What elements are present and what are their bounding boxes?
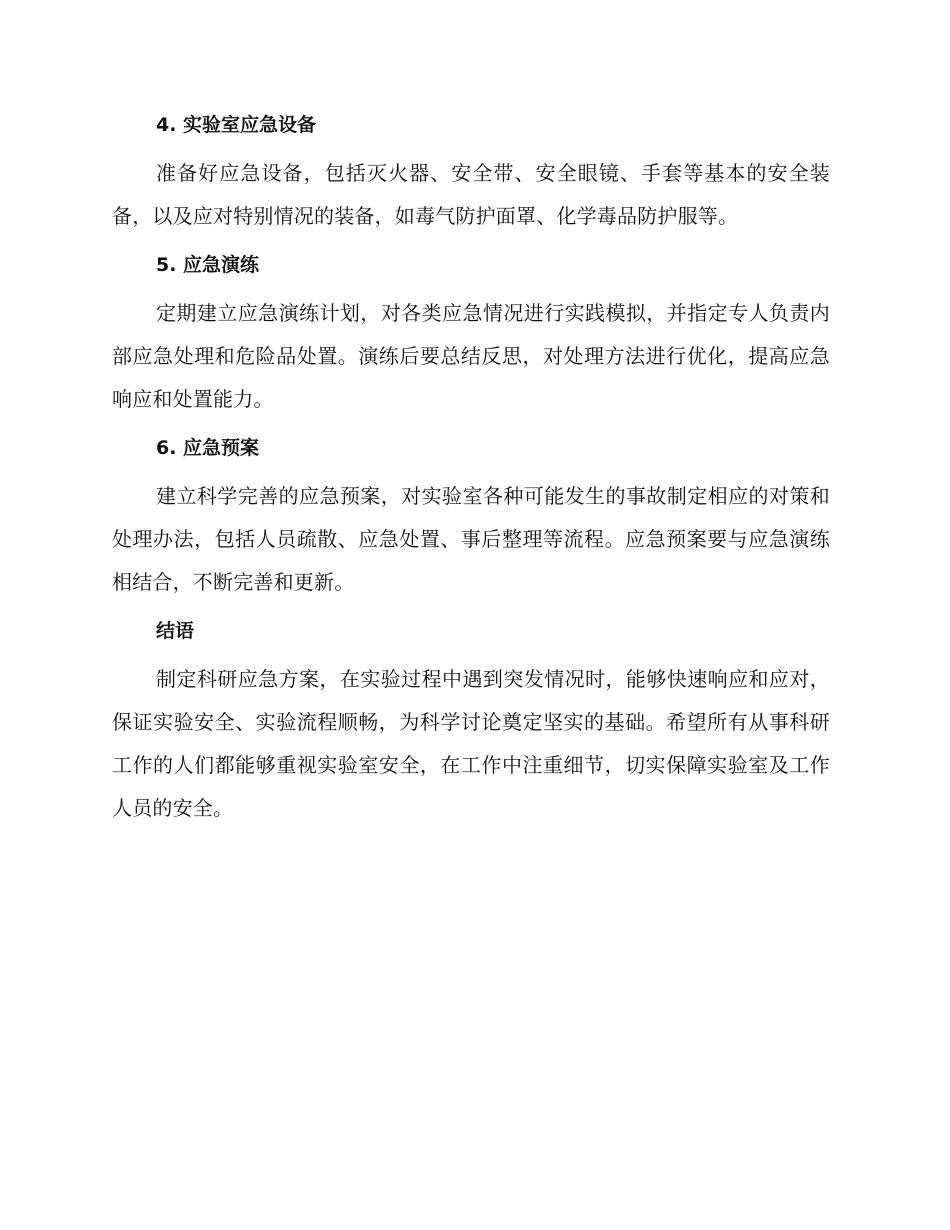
section-body-equipment: 准备好应急设备，包括灭火器、安全带、安全眼镜、手套等基本的安全装备，以及应对特别情况的装备，如毒气防护面罩、化学毒品防护服等。 bbox=[112, 161, 830, 228]
section-body-plan: 建立科学完善的应急预案，对实验室各种可能发生的事故制定相应的对策和处理办法，包括人员疏散、应急处置、事后整理等流程。应急预案要与应急演练相结合，不断完善和更新。 bbox=[112, 484, 830, 594]
section-heading-conclusion: 结语 bbox=[156, 620, 195, 642]
section-heading-equipment: 4. 实验室应急设备 bbox=[156, 114, 317, 136]
section-body-conclusion: 制定科研应急方案，在实验过程中遇到突发情况时，能够快速响应和应对，保证实验安全、实验流程顺畅，为科学讨论奠定坚实的基础。希望所有从事科研工作的人们都能够重视实验室安全，在工作中注重细节，切实保障实验室及工作人员的安全。 bbox=[112, 667, 830, 820]
section-heading-plan: 6. 应急预案 bbox=[156, 437, 260, 459]
document-content bbox=[112, 110, 830, 842]
section-body-drill: 定期建立应急演练计划，对各类应急情况进行实践模拟，并指定专人负责内部应急处理和危险品处置。演练后要总结反思，对处理方法进行优化，提高应急响应和处置能力。 bbox=[112, 301, 830, 411]
section-heading-drill: 5. 应急演练 bbox=[156, 254, 260, 276]
